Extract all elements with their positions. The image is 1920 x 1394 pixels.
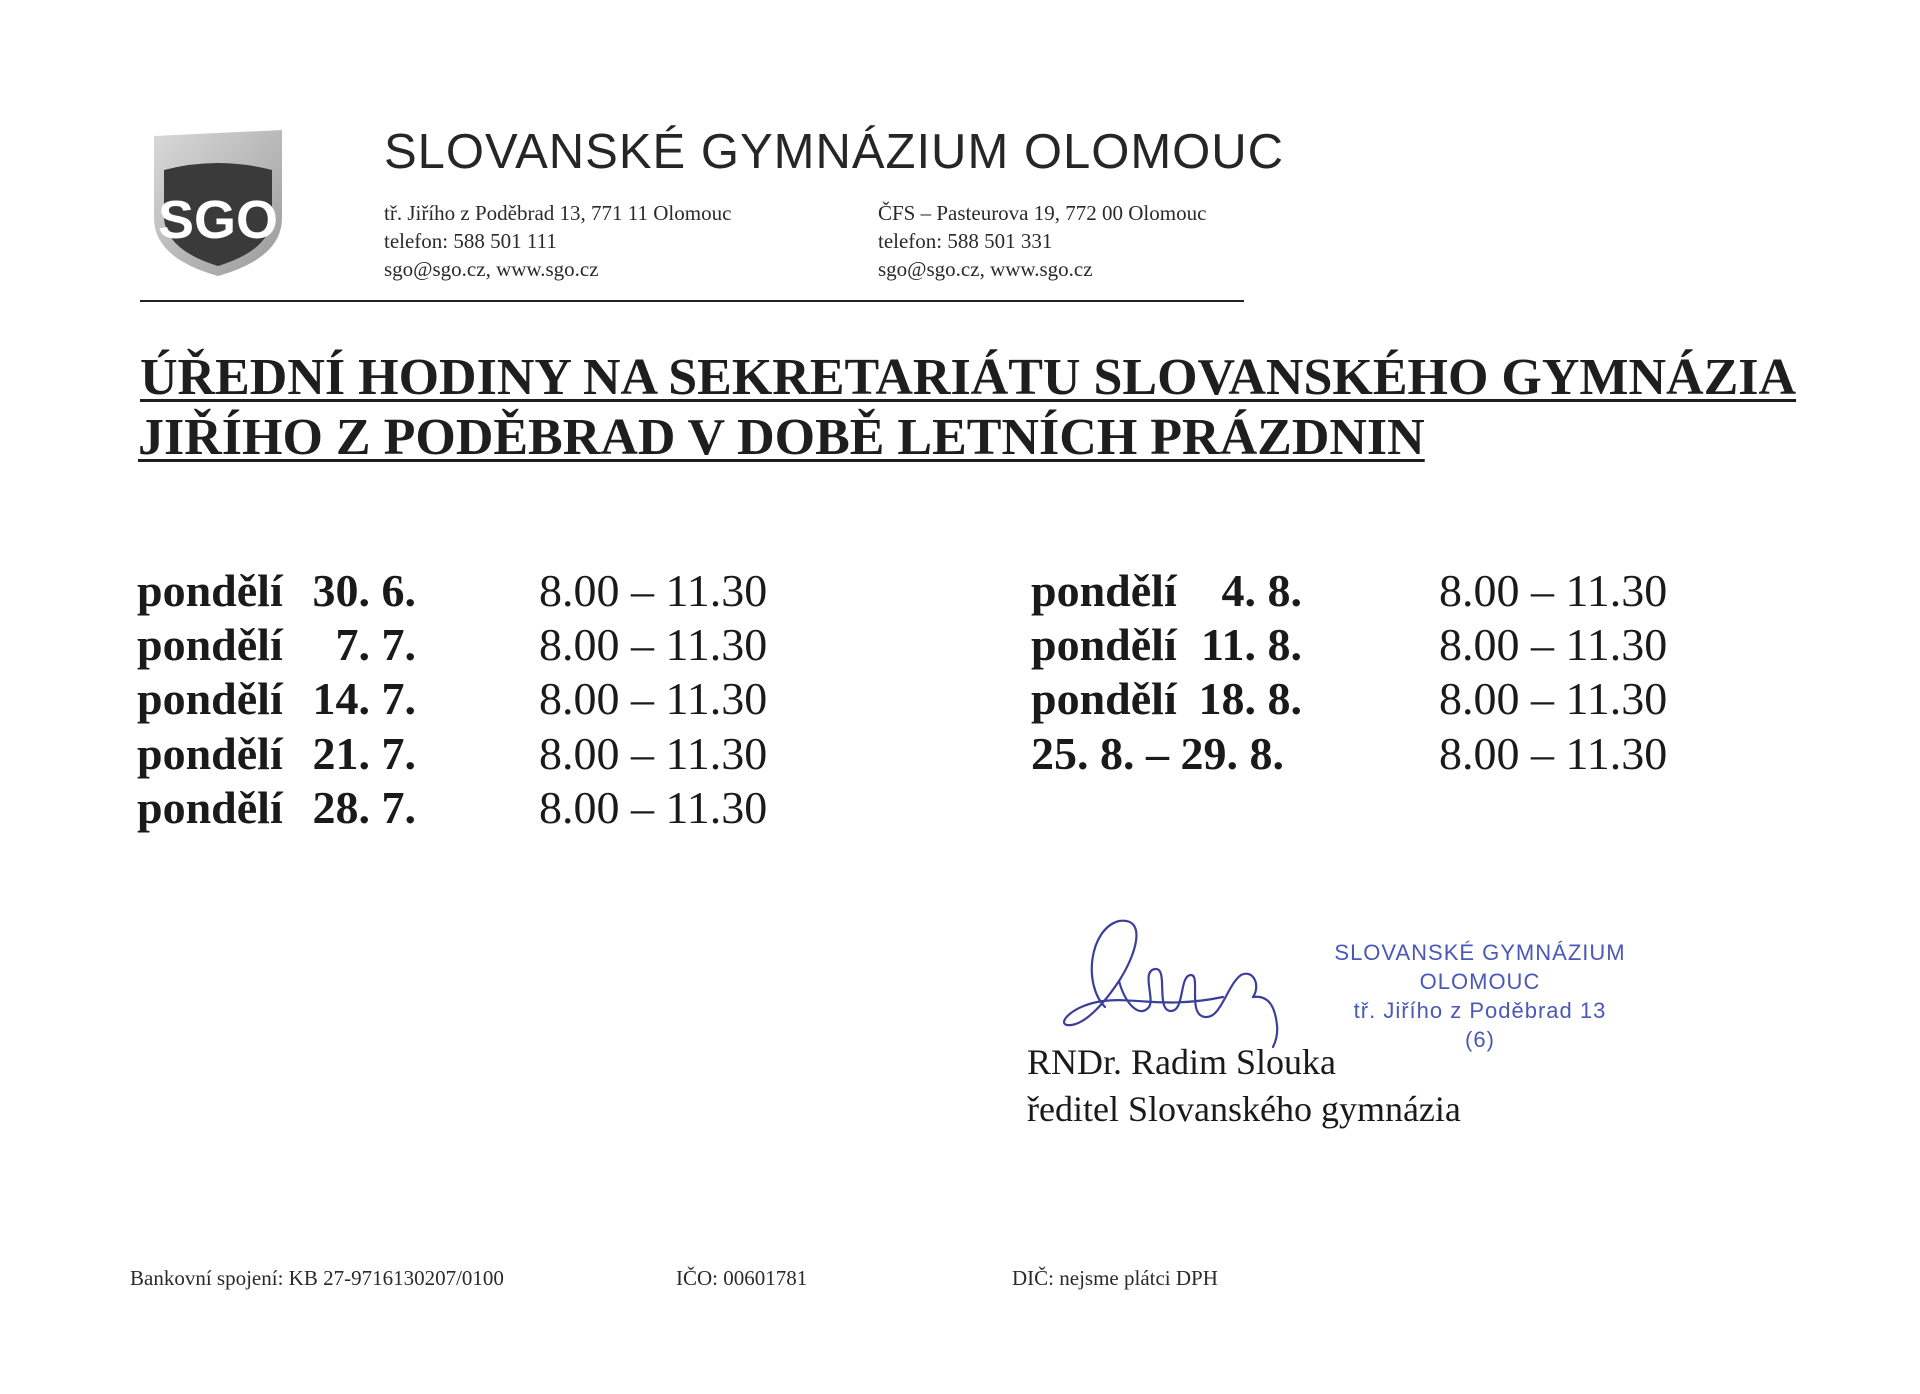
footer-ico: IČO: 00601781 bbox=[676, 1266, 808, 1290]
address-main-phone: telefon: 588 501 111 bbox=[384, 229, 557, 253]
schedule-date: 4. 8. bbox=[1221, 565, 1302, 616]
schedule-date: 21. 7. bbox=[312, 728, 416, 779]
schedule-time: 8.00 – 11.30 bbox=[1439, 728, 1668, 779]
schedule-date: 30. 6. bbox=[312, 565, 416, 616]
signer-role: ředitel Slovanského gymnázia bbox=[1027, 1089, 1461, 1129]
school-name: SLOVANSKÉ GYMNÁZIUM OLOMOUC bbox=[384, 125, 1285, 179]
schedule-date: 28. 7. bbox=[312, 782, 416, 833]
address-main-web: sgo@sgo.cz, www.sgo.cz bbox=[384, 257, 599, 281]
signer-name: RNDr. Radim Slouka bbox=[1027, 1042, 1337, 1082]
address-main bbox=[384, 199, 731, 283]
schedule-day: pondělí bbox=[137, 728, 283, 779]
schedule-time: 8.00 – 11.30 bbox=[539, 673, 768, 724]
signature bbox=[1055, 915, 1290, 1050]
stamp-line-number: (6) bbox=[1465, 1027, 1495, 1052]
schedule-day: pondělí bbox=[137, 619, 283, 670]
schedule-day: pondělí bbox=[1031, 565, 1177, 616]
address-branch bbox=[878, 199, 1206, 283]
schedule-time: 8.00 – 11.30 bbox=[1439, 619, 1668, 670]
schedule-time: 8.00 – 11.30 bbox=[1439, 565, 1668, 616]
logo-text: SGO bbox=[157, 190, 279, 250]
schedule-day: pondělí bbox=[1031, 619, 1177, 670]
title-line-2: JIŘÍHO Z PODĚBRAD V DOBĚ LETNÍCH PRÁZDNIN bbox=[138, 409, 1425, 466]
address-main-street: tř. Jiřího z Poděbrad 13, 771 11 Olomouc bbox=[384, 201, 732, 225]
schedule-date: 18. 8. bbox=[1198, 673, 1302, 724]
footer-bank: Bankovní spojení: KB 27-9716130207/0100 bbox=[130, 1266, 504, 1290]
header-divider bbox=[140, 300, 1244, 302]
school-stamp bbox=[1310, 938, 1650, 1054]
schedule-day: pondělí bbox=[137, 565, 283, 616]
schedule-date: 11. 8. bbox=[1201, 619, 1302, 670]
schedule-time: 8.00 – 11.30 bbox=[539, 565, 768, 616]
school-logo bbox=[148, 126, 288, 278]
stamp-line-city: OLOMOUC bbox=[1419, 969, 1541, 994]
schedule-range: 25. 8. – 29. 8. bbox=[1031, 728, 1284, 779]
footer-dic: DIČ: nejsme plátci DPH bbox=[1012, 1266, 1218, 1290]
schedule-time: 8.00 – 11.30 bbox=[539, 782, 768, 833]
schedule-day: pondělí bbox=[137, 782, 283, 833]
schedule-time: 8.00 – 11.30 bbox=[1439, 673, 1668, 724]
address-branch-street: ČFS – Pasteurova 19, 772 00 Olomouc bbox=[878, 201, 1207, 225]
stamp-line-address: tř. Jiřího z Poděbrad 13 bbox=[1353, 998, 1607, 1023]
schedule-time: 8.00 – 11.30 bbox=[539, 728, 768, 779]
schedule-day: pondělí bbox=[1031, 673, 1177, 724]
address-branch-phone: telefon: 588 501 331 bbox=[878, 229, 1053, 253]
schedule-date: 14. 7. bbox=[312, 673, 416, 724]
stamp-line-name: SLOVANSKÉ GYMNÁZIUM bbox=[1334, 940, 1626, 965]
schedule-time: 8.00 – 11.30 bbox=[539, 619, 768, 670]
schedule-day: pondělí bbox=[137, 673, 283, 724]
schedule-date: 7. 7. bbox=[335, 619, 416, 670]
address-branch-web: sgo@sgo.cz, www.sgo.cz bbox=[878, 257, 1093, 281]
title-line-1: ÚŘEDNÍ HODINY NA SEKRETARIÁTU SLOVANSKÉHO GYMNÁZIA bbox=[140, 349, 1797, 406]
